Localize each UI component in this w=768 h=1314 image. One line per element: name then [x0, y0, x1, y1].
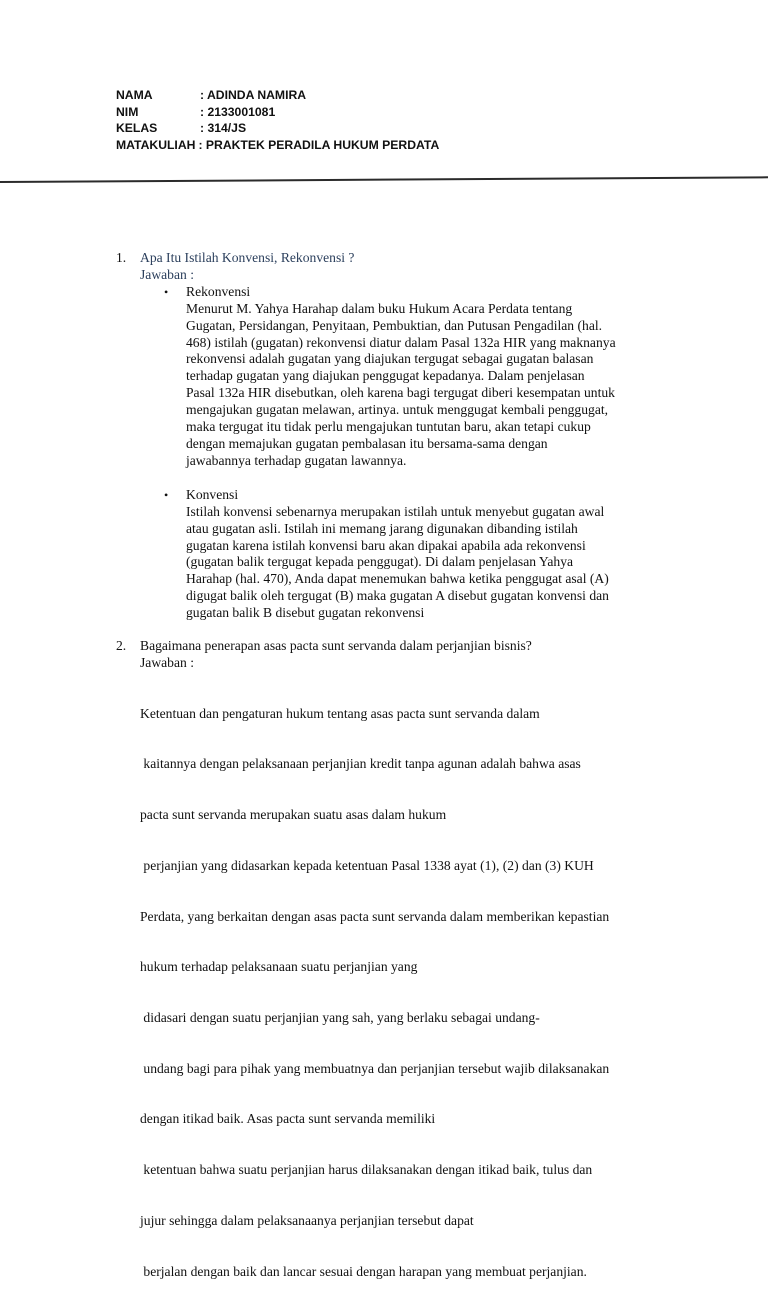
info-value: : 2133001081	[200, 104, 276, 119]
info-row-kelas	[116, 120, 439, 137]
text-line: kaitannya dengan pelaksanaan perjanjian kredit tanpa agunan adalah bahwa asas	[140, 756, 581, 772]
text-line: gugatan karena istilah konvensi baru akan dipakai apabila ada rekonvensi	[186, 537, 586, 553]
text-line: hukum terhadap pelaksanaan suatu perjanjian yang	[140, 959, 418, 975]
info-label: KELAS	[116, 121, 158, 135]
answer-bullets	[140, 284, 686, 622]
bullet-konvensi	[164, 486, 686, 622]
info-label: NIM	[116, 104, 139, 119]
answer-text	[140, 672, 686, 1314]
text-line: Ketentuan dan pengaturan hukum tentang asas pacta sunt servanda dalam	[140, 705, 540, 721]
text-line: dengan itikad baik. Asas pacta sunt servanda memiliki	[140, 1111, 436, 1127]
text-line: pacta sunt servanda merupakan suatu asas dalam hukum	[140, 807, 447, 823]
text-line: jawabannya terhadap gugatan lawannya.	[186, 452, 407, 468]
question-1	[116, 250, 686, 622]
text-line: rekonvensi adalah gugatan yang diajukan tergugat sebagai gugatan balasan	[186, 351, 594, 367]
info-value: : ADINDA NAMIRA	[200, 88, 307, 102]
text-line: terhadap gugatan yang diajukan penggugat kepadanya. Dalam penjelasan	[186, 368, 585, 384]
info-value: : PRAKTEK PERADILA HUKUM PERDATA	[198, 137, 440, 152]
text-line: jujur sehingga dalam pelaksanaanya perjanjian tersebut dapat	[140, 1212, 474, 1228]
question-number: 2.	[116, 638, 127, 654]
info-label: MATAKULIAH	[116, 137, 196, 152]
info-row-nim	[116, 104, 439, 121]
text-line: Perdata, yang berkaitan dengan asas pacta sunt servanda dalam memberikan kepastian	[140, 908, 610, 924]
text-line: atau gugatan asli. Istilah ini memang jarang digunakan dibanding istilah	[186, 520, 578, 536]
info-label: NAMA	[116, 88, 153, 102]
bullet-heading: Konvensi	[186, 486, 239, 502]
header-divider	[0, 176, 768, 182]
text-line: mengajukan gugatan melawan, artinya. untuk menggugat kembali penggugat,	[186, 402, 609, 418]
text-line: Pasal 132a HIR disebutkan, oleh karena bagi tergugat diberi kesempatan untuk	[186, 385, 615, 401]
question-title: Apa Itu Istilah Konvensi, Rekonvensi ?	[140, 250, 355, 265]
jawaban-label: Jawaban :	[140, 654, 194, 670]
info-row-matakuliah	[116, 137, 439, 154]
bullet-heading: Rekonvensi	[186, 283, 251, 299]
student-info-header	[116, 87, 439, 153]
text-line: ketentuan bahwa suatu perjanjian harus dilaksanakan dengan itikad baik, tulus dan	[140, 1162, 593, 1178]
document-body	[116, 250, 686, 1314]
text-line: gugatan balik B disebut gugatan rekonvensi	[186, 605, 425, 621]
text-line: 468) istilah (gugatan) rekonvensi diatur dalam Pasal 132a HIR yang maknanya	[186, 334, 616, 350]
text-line: (gugatan balik tergugat kepada penggugat). Di dalam penjelasan Yahya	[186, 554, 574, 570]
text-line: Gugatan, Persidangan, Penyitaan, Pembuktian, dan Putusan Pengadilan (hal.	[186, 317, 603, 333]
question-2	[116, 638, 686, 1314]
text-line: Menurut M. Yahya Harahap dalam buku Hukum Acara Perdata tentang	[186, 300, 573, 316]
bullet-rekonvensi	[164, 283, 686, 470]
text-line: maka tergugat itu tidak perlu mengajukan tuntutan baru, akan tetapi cukup	[186, 419, 591, 435]
text-line: Harahap (hal. 470), Anda dapat menemukan bahwa ketika penggugat asal (A)	[186, 571, 609, 587]
info-value: : 314/JS	[200, 121, 247, 135]
text-line: perjanjian yang didasarkan kepada ketentuan Pasal 1338 ayat (1), (2) dan (3) KUH	[140, 857, 594, 873]
question-title: Bagaimana penerapan asas pacta sunt servanda dalam perjanjian bisnis?	[140, 638, 532, 654]
text-line: didasari dengan suatu perjanjian yang sah, yang berlaku sebagai undang-	[140, 1009, 540, 1025]
question-number: 1.	[116, 250, 127, 265]
text-line: berjalan dengan baik dan lancar sesuai dengan harapan yang membuat perjanjian.	[140, 1263, 587, 1279]
text-line: digugat balik oleh tergugat (B) maka gugatan A disebut gugatan konvensi dan	[186, 588, 609, 604]
text-line: Istilah konvensi sebenarnya merupakan istilah untuk menyebut gugatan awal	[186, 503, 605, 519]
jawaban-label: Jawaban :	[140, 266, 194, 282]
info-row-nama	[116, 87, 439, 104]
text-line: dengan memajukan gugatan pembalasan itu bersama-sama dengan	[186, 435, 548, 451]
bullet-icon: •	[164, 284, 169, 299]
text-line: undang bagi para pihak yang membuatnya dan perjanjian tersebut wajib dilaksanakan	[140, 1060, 610, 1076]
bullet-icon: •	[164, 487, 169, 502]
